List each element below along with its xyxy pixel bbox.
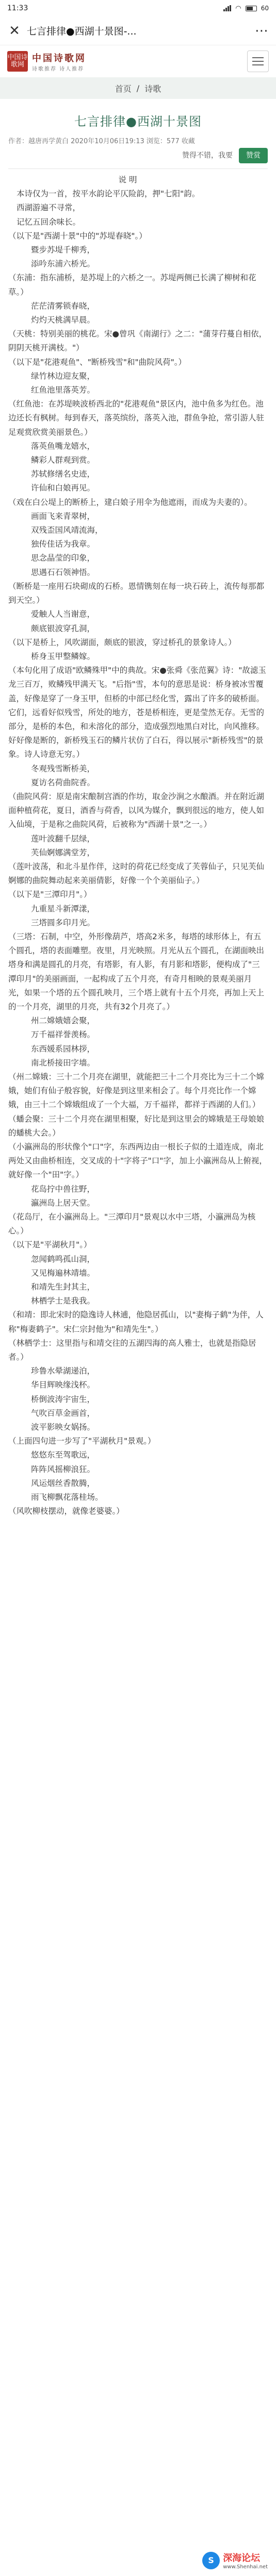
poem-line: 绿竹林边迎友聚， — [31, 371, 95, 381]
article-meta — [8, 137, 268, 163]
poem-line: 波平影映女娲扬。 — [31, 1422, 95, 1432]
poem-line: 雨飞柳飘花落桂场。 — [31, 1493, 103, 1502]
note-paragraph: （三塔：石制，中空，外形像葫芦，塔高2米多，每塔的球形体上，有五个圆孔，塔的表面雕塑。夜里，月光映照。月光从五个圆孔，在湖面映出塔身和满是圆孔的月亮，有塔影，有人影，有月影和塔影，便构成了"三潭印月"的美丽画面，一起构成了五个月亮，有奇月相映的景观美丽月光，如果一个塔的五个圆孔映月，三个塔上就有十五个月亮，再加上天上的一个月亮，湖里的月亮，共有32个月亮了。） — [8, 931, 265, 1011]
watermark-logo: S — [202, 2552, 220, 2569]
author-line: 作者：越唐再学黄白 2020年10月06日19:13 浏览：577 收藏 — [8, 138, 195, 145]
poem-line: 三塔圆多印月光。 — [31, 918, 95, 927]
note-paragraph: （莲叶波荡，和北斗星作伴，这时的荷花已经变成了芙蓉仙子，只见芙仙婀娜的曲院舞动起来美丽倩影，好像一个个美丽仙子。） — [8, 861, 265, 886]
poem-line: 落英鱼嘴龙嬉水， — [31, 441, 95, 451]
poem-line: 和靖先生封其主， — [31, 1282, 95, 1292]
note-paragraph: （花岛厅，在小瀛洲岛上。"三潭印月"景观以水中三塔，小瀛洲岛为核心。） — [8, 1212, 256, 1236]
note-paragraph: （州二嫦娥：三十二个月亮在湖里，就能把三十二个月亮比为三十二个嫦娥，她们有仙子般容貌，好像是到这里来相会了。每个月亮比作一个嫦娥，由三十二个嫦娥组成了一个大福，万千福祥，都祥于西湖的人们。） — [8, 1072, 265, 1110]
poem-line: 灼灼天桃满早晨。 — [31, 315, 95, 325]
poem-line: 气吹百草金画首， — [31, 1408, 95, 1418]
note-paragraph: （以下是桥上，风吹湖面，颇底的银波，穿过桥孔的景象诗人。） — [8, 637, 236, 647]
poem-line: 莲叶波翻千层绿， — [31, 834, 95, 843]
breadcrumb-home[interactable]: 首页 — [115, 83, 132, 94]
note-paragraph: （以下是"三潭印月"。） — [8, 890, 92, 900]
body-paragraph: 西湖游遍不寻常， — [17, 203, 81, 213]
good-label: 赞得不错，我要 — [182, 151, 233, 160]
poem-line: 思遇石石领神悟。 — [31, 567, 95, 577]
poem-line: 花岛拧中兽往野， — [31, 1184, 95, 1194]
watermark — [198, 2549, 272, 2572]
logo-seal-text: 中国诗歌网 — [7, 54, 28, 69]
poem-line: 茫茫清雾锁春晓， — [31, 301, 95, 311]
note-paragraph: （蟠会聚：三十二个月亮在湖里相聚，好比是到这里会的嫦娥是王母娘娘的蟠桃大会。） — [8, 1114, 265, 1138]
poem-line: 许仙和白娘再见。 — [31, 483, 95, 493]
site-slogan: 诗歌推荐 诗人推荐 — [32, 66, 85, 72]
note-paragraph: （上面四句进一步写了"平湖秋月"景观。） — [8, 1436, 156, 1446]
breadcrumb-separator: / — [136, 83, 140, 93]
tip-button[interactable]: 赞赏 — [239, 148, 268, 163]
poem-line: 东西媛系园林拶， — [31, 1044, 95, 1054]
poem-line: 夏访名荷曲院香。 — [31, 777, 95, 787]
note-paragraph: （戏在白公堤上的断桥上，建白娘子用伞为他遮雨，而成为夫妻的）。 — [8, 497, 252, 507]
note-paragraph: （曲院风荷：原是南宋酿制宫酒的作坊，取金沙涧之水酿酒。并在附近湖面种植荷花，夏日，酒香与荷香，以风为媒介，飘到很远的地方，使人如入仙境，于是称之曲院风荷，后被称为"西湖十景"之一。） — [8, 791, 265, 829]
poem-line: 添吟东浦六桥光。 — [31, 259, 95, 269]
poem-line: 独传佳话为我章。 — [31, 539, 95, 549]
poem-line: 九重星斗新潭漾， — [31, 904, 95, 913]
note-paragraph: （以下是"花港观鱼"、"断桥残雪"和"曲院风荷"。） — [8, 357, 187, 367]
poem-line: 爱触人人当谢意， — [31, 609, 95, 619]
poem-line: 州二嫦娥嬉会聚， — [31, 1016, 95, 1026]
breadcrumb-section[interactable]: 诗歌 — [144, 83, 161, 94]
watermark-name: 深海论坛 — [223, 2553, 261, 2564]
poem-line: 颇底银波穿孔洞， — [31, 623, 95, 633]
note-paragraph: （和靖：即北宋时的隐逸诗人林逋，他隐居孤山，以"妻梅子鹤"为伴，人称"梅妻鹤子"。宋仁宗封他为"和靖先生"。） — [8, 1310, 264, 1334]
poem-line: 红鱼池里落英芳。 — [31, 385, 95, 395]
poem-line: 阵阵风摇柳浪狂。 — [31, 1464, 95, 1474]
note-paragraph: （小瀛洲岛的形状像个"口"字，东西两边由一根长子似的土道连成，南北两处又由曲桥相连，交叉成的十"字将子"口"字，加上小瀛洲岛从上俯视，就好像一个"田"字。） — [8, 1142, 267, 1180]
body-paragraph: 记忆五回余味长。 — [17, 217, 81, 227]
logo-seal — [7, 51, 28, 72]
poem-line: 冬观残雪断桥美， — [31, 764, 95, 773]
poem-line: 又见梅遍林靖墙。 — [31, 1268, 95, 1278]
poem-line: 华目辉映缘浅杯。 — [31, 1380, 95, 1390]
hamburger-menu-icon[interactable] — [247, 50, 269, 72]
poem-line: 桥身玉甲整鳞嫁。 — [31, 651, 95, 661]
poem-line: 画面飞来青翠树， — [31, 511, 95, 521]
signal-icon — [223, 5, 231, 11]
note-paragraph: （以下是"西湖十景"中的"苏堤春晓"。） — [8, 231, 147, 241]
note-paragraph: （东浦：指东浦桥，是苏堤上的六桥之一。苏堤两侧已长满了柳树和花草。） — [8, 273, 256, 297]
more-icon[interactable]: ⋯ — [255, 23, 268, 39]
poem-line: 鳞彩人群观到赏。 — [31, 455, 95, 465]
battery-level: 60 — [261, 5, 269, 12]
poem-line: 苏轼修缮名史迹， — [31, 469, 95, 479]
poem-line: 瀛洲岛上居天堂。 — [31, 1198, 95, 1208]
poem-line: 芙仙婀娜满堂芳， — [31, 848, 95, 857]
article — [0, 99, 276, 1519]
poem-line: 桥倒波涛宇宙生， — [31, 1394, 95, 1404]
poem-line: 悠悠东至驾歌远， — [31, 1450, 95, 1460]
poem-line: 忽闻鹤鸣孤山洞， — [31, 1254, 95, 1264]
poem-line: 暨步苏堤千柳秀， — [31, 245, 95, 255]
site-brand: 中国诗歌网 — [32, 53, 86, 64]
poem-line: 双残歪国风靖流海， — [31, 526, 103, 535]
note-paragraph: （天桃：特别美丽的桃花。宋●曾巩《南湖行》之二："蒲芽荇蔓自相依，阴阴天桃开满枝。"） — [8, 329, 267, 353]
poem-line: 林栖学士是我我。 — [31, 1296, 95, 1306]
poem-line: 万千福祥誉羡杨。 — [31, 1030, 95, 1040]
article-body — [8, 173, 268, 1519]
divider — [8, 168, 268, 169]
poem-line: 思念晶莹的印象， — [31, 553, 95, 563]
note-paragraph: （林栖学士：这里指与和靖交往的五湖四海的高人雅士，也就是指隐居者。） — [8, 1338, 256, 1362]
site-logo[interactable] — [7, 51, 86, 72]
note-paragraph: （以下是"平湖秋月"。） — [8, 1240, 92, 1250]
note-paragraph: （本句化用了成语"欧鳞殊甲"中的典故。宋●张舜《张范翼》诗："故滤玉龙三百万，败鳞残甲满天飞。"后指"雪，本句的意思是说：桥身被冰雪覆盖，好像是穿了一身玉甲，但桥的中部已经化雪，露出了许多的破桥面。它们，远看好似残雪，所处的地方，苍是桥相连，更是莹然无存。无雪的部分，是桥的本色，和未溶化的部分，造成强烈地黑白对比，向风推移。好好像是断的，新桥残玉石的鳞片状仿了白石，得以展示"新桥残雪"的景象。诗人诗意无穷。） — [8, 666, 266, 759]
body-paragraph: 说 明 — [118, 175, 137, 184]
poem-line: 风运烟丝香散腾， — [31, 1478, 95, 1488]
close-icon[interactable]: ✕ — [9, 23, 20, 39]
poem-line: 南北桥接田字墙。 — [31, 1058, 95, 1067]
browser-page-title: 七言排律●西湖十景图-... — [27, 26, 137, 37]
poem-line: 珍鲁水晕湖递泊， — [31, 1366, 95, 1376]
site-header — [0, 45, 276, 77]
article-title: 七言排律●西湖十景图 — [74, 114, 202, 129]
battery-icon — [246, 6, 257, 11]
browser-top-bar — [0, 16, 276, 45]
body-paragraph: 本诗仅为一首，按平水韵论平仄险韵，押"七阳"韵。 — [17, 189, 200, 199]
breadcrumb — [0, 77, 276, 99]
note-paragraph: （风吹柳枝摆动，就像老婆婆。） — [8, 1506, 124, 1516]
watermark-url: www.Shenhai.net — [223, 2564, 268, 2570]
status-bar — [0, 0, 276, 16]
status-time: 11:33 — [7, 4, 28, 12]
note-paragraph: （断桥是一座用石块砌成的石桥。恩情镌刻在每一块石砖上，流传每那都到天空。） — [8, 581, 265, 605]
wifi-icon: ◠ — [235, 4, 241, 12]
note-paragraph: （红鱼池：在苏堤映波桥西北的"花港观鱼"景区内，池中鱼多为红色。池边还长有枫树。每到春天，落英缤纷，落英入池，群鱼争抢，常引游人驻足观赏欣赏美丽景色。） — [8, 399, 265, 437]
